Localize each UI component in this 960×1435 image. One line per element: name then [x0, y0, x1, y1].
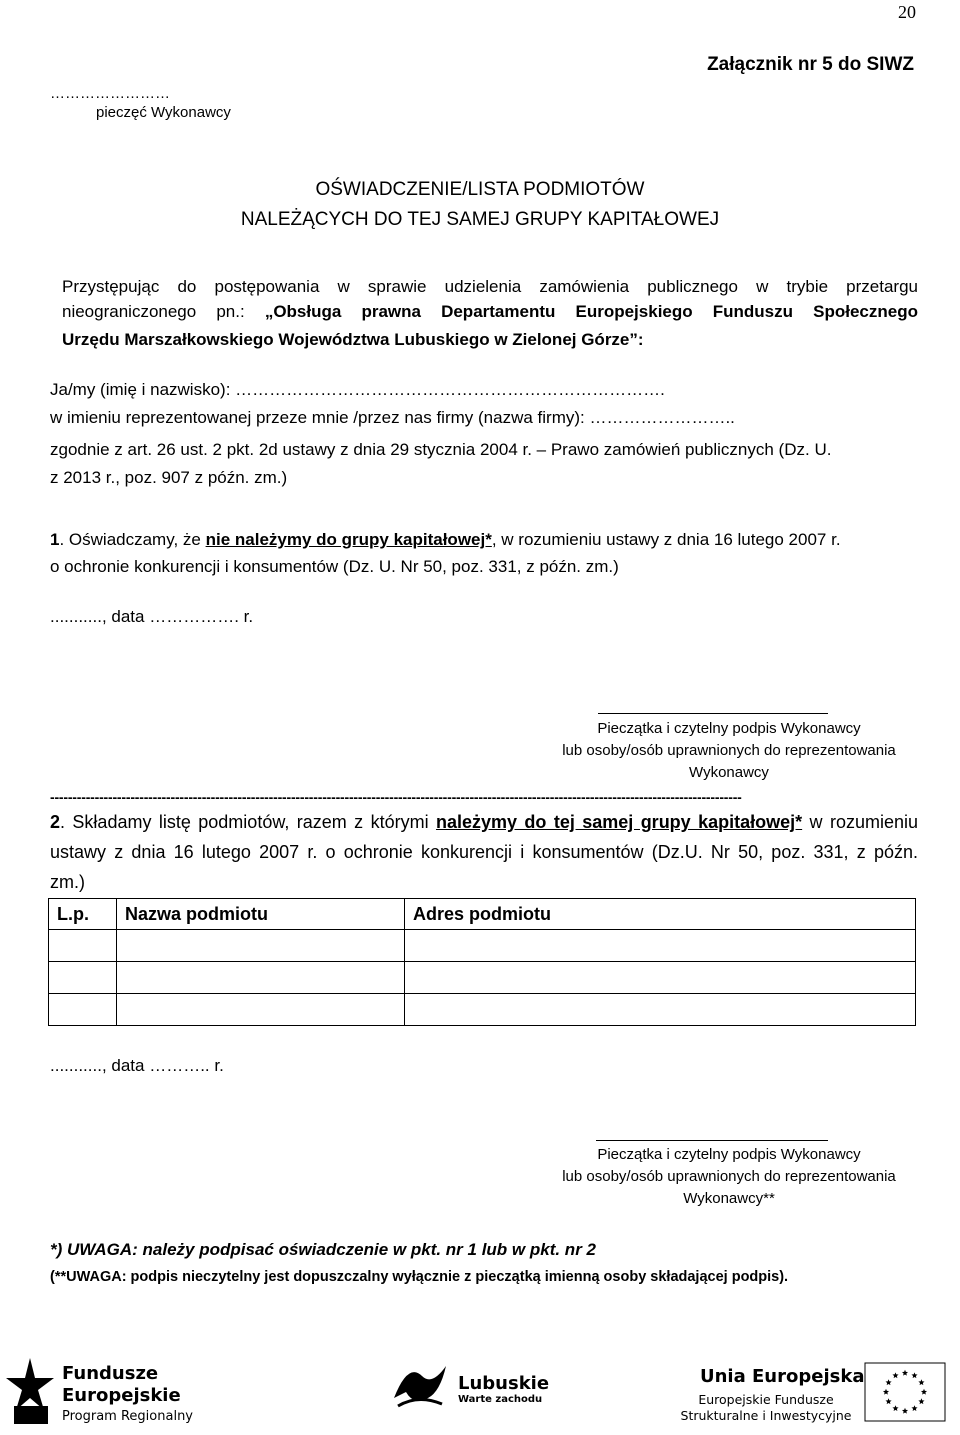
signature-1-caption [520, 718, 938, 784]
fundusze-title-line-1: Fundusze [62, 1363, 159, 1384]
fundusze-title-line-2: Europejskie [62, 1385, 181, 1406]
table-row [49, 962, 916, 994]
declaration-2-emphasis: należymy do tej samej grupy kapitałowej* [435, 812, 803, 832]
eu-logo-title: Unia Europejska [700, 1366, 865, 1387]
page-number: 20 [898, 2, 916, 22]
signature-1-line-1: Pieczątka i czytelny podpis Wykonawcy [597, 720, 861, 737]
table-cell-entity-name[interactable] [117, 994, 405, 1026]
date-field-1: ..........., data ……………. r. [50, 607, 254, 626]
declaration-1-number: 1 [50, 530, 60, 549]
eu-subtitle-line-2: Strukturalne i Inwestycyjne [680, 1408, 852, 1423]
table-cell-lp[interactable] [49, 994, 117, 1026]
entity-list-table [48, 898, 916, 1026]
contractor-stamp-label: pieczęć Wykonawcy [96, 104, 231, 121]
intro-line-1: Przystępując do postępowania w sprawie udzielenia zamówienia publicznego w trybie przetargu [62, 277, 918, 296]
note-2: (**UWAGA: podpis nieczytelny jest dopuszczalny wyłącznie z pieczątką imienną osoby składającej podpis). [50, 1269, 789, 1285]
legal-basis-line: zgodnie z art. 26 ust. 2 pkt. 2d ustawy z dnia 29 stycznia 2004 r. – Prawo zamówień publicznych (Dz. U. [50, 440, 832, 459]
eu-logo-subtitle [680, 1392, 852, 1424]
lubuskie-logo-title: Lubuskie [458, 1373, 550, 1394]
eu-flag-icon [864, 1362, 946, 1422]
declaration-1-text-after: , w rozumieniu ustawy z dnia 16 lutego 2007 r. [491, 530, 841, 549]
table-cell-lp[interactable] [49, 930, 117, 962]
signature-2-line-1: Pieczątka i czytelny podpis Wykonawcy [597, 1146, 861, 1163]
declaration-1-emphasis: nie należymy do grupy kapitałowej* [205, 530, 492, 549]
fundusze-europejskie-logo-title [62, 1363, 181, 1407]
signature-2-line-3: Wykonawcy** [683, 1190, 775, 1207]
declaration-2-number: 2 [50, 812, 61, 832]
lubuskie-logo-subtitle: Warte zachodu [458, 1394, 543, 1405]
table-cell-lp[interactable] [49, 962, 117, 994]
note-1: *) UWAGA: należy podpisać oświadczenie w pkt. nr 1 lub w pkt. nr 2 [50, 1240, 596, 1259]
column-header-entity-name: Nazwa podmiotu [117, 899, 405, 930]
table-header-row [49, 899, 916, 930]
names-field: Ja/my (imię i nazwisko): …………………………………………………………………. [50, 380, 665, 399]
signature-1-line-2: lub osoby/osób uprawnionych do reprezentowania [562, 742, 896, 759]
declaration-1-line-2: o ochronie konkurencji i konsumentów (Dz. U. Nr 50, poz. 331, z późn. zm.) [50, 557, 619, 576]
table-row [49, 994, 916, 1026]
fundusze-europejskie-logo-subtitle: Program Regionalny [62, 1409, 193, 1424]
eu-subtitle-line-1: Europejskie Fundusze [698, 1392, 834, 1407]
document-title-line-1: OŚWIADCZENIE/LISTA PODMIOTÓW [315, 179, 645, 200]
signature-2-caption [520, 1144, 938, 1210]
intro-prefix: nieograniczonego pn.: [62, 302, 265, 321]
annex-title: Załącznik nr 5 do SIWZ [707, 54, 914, 75]
declaration-2-line-2: ustawy z dnia 16 lutego 2007 r. o ochronie konkurencji i konsumentów (Dz.U. Nr 50, poz. 331, z późn. [50, 842, 918, 862]
column-header-entity-address: Adres podmiotu [405, 899, 916, 930]
date-field-2: ..........., data ……….. r. [50, 1056, 224, 1075]
declaration-2-line-1 [50, 812, 918, 833]
table-cell-entity-address[interactable] [405, 962, 916, 994]
fundusze-europejskie-star-icon [4, 1356, 56, 1426]
table-cell-entity-address[interactable] [405, 930, 916, 962]
table-cell-entity-name[interactable] [117, 930, 405, 962]
table-row [49, 930, 916, 962]
table-cell-entity-name[interactable] [117, 962, 405, 994]
contractor-stamp-placeholder: …………………… [50, 85, 170, 102]
dashed-separator: ----------------------------------------------------------------------------------------------------------------------------------------------------------- [50, 789, 742, 805]
intro-line-2 [62, 302, 918, 322]
declaration-1-text: . Oświadczamy, że [59, 530, 206, 549]
column-header-lp: L.p. [49, 899, 117, 930]
legal-basis-line-2: z 2013 r., poz. 907 z późn. zm.) [50, 468, 288, 487]
intro-line-3: Urzędu Marszałkowskiego Województwa Lubuskiego w Zielonej Górze”: [62, 330, 644, 349]
declaration-2-line-3: zm.) [50, 872, 85, 892]
signature-1-rule [598, 713, 828, 714]
document-title-line-2: NALEŻĄCYCH DO TEJ SAMEJ GRUPY KAPITAŁOWEJ [240, 209, 720, 230]
declaration-1-line-1 [50, 530, 841, 550]
lubuskie-logo-icon [388, 1358, 452, 1412]
declaration-2-text-after: w rozumieniu [802, 812, 918, 832]
table-cell-entity-address[interactable] [405, 994, 916, 1026]
firm-name-field: w imieniu reprezentowanej przeze mnie /przez nas firmy (nazwa firmy): …………………….. [50, 408, 735, 427]
signature-2-rule [596, 1140, 828, 1141]
procurement-name: „Obsługa prawna Departamentu Europejskiego Funduszu Społecznego [264, 302, 918, 321]
signature-1-line-3: Wykonawcy [689, 764, 769, 781]
signature-2-line-2: lub osoby/osób uprawnionych do reprezentowania [562, 1168, 896, 1185]
declaration-2-text: . Składamy listę podmiotów, razem z którymi [60, 812, 436, 832]
